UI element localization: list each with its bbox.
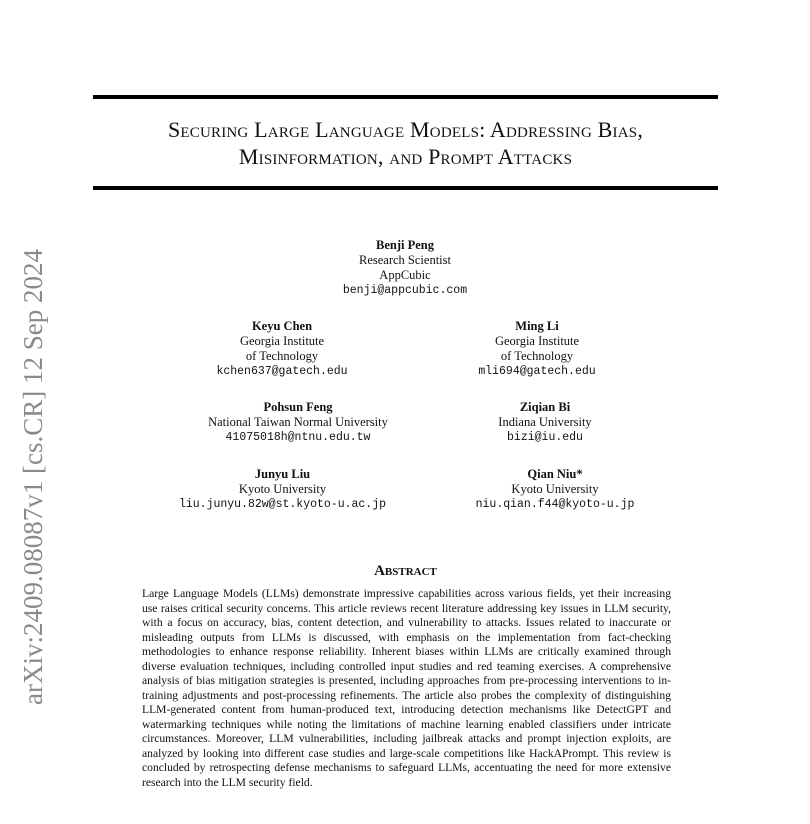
abstract-text: Large Language Models (LLMs) demonstrate impressive capabilities across various fields, yet their increasing use raises critical security concerns. This article reviews recent literature addressing key issues in LLM security, with a focus on accuracy, bias, content detection, and vulnerability to attacks. Issues related to inaccurate or misleading outputs from LLMs is discussed, with emphasis on the implementation from fact-checking methodologies to enhance response reliability. Inherent biases within LLMs are critically examined through diverse evaluation techniques, including controlled input studies and red teaming exercises. A comprehensive analysis of bias mitigation strategies is presented, including approaches from pre-processing interventions to in-training adjustments and post-processing refinements. The article also probes the complexity of distinguishing LLM-generated content from human-produced text, introducing detection mechanisms like DetectGPT and watermarking techniques while noting the limitations of machine learning enabled classifiers under intricate circumstances. Moreover, LLM vulnerabilities, including jailbreak attacks and prompt injection exploits, are analyzed by looking into different case studies and large-scale competitions like HackAPrompt. This review is concluded by retrospecting defense mechanisms to safeguard LLMs, accentuating the need for more extensive research into the LLM security field. xyxy=(142,587,671,789)
author-email: 41075018h@ntnu.edu.tw xyxy=(225,431,371,444)
author-affiliation: Kyoto University xyxy=(511,482,599,496)
title-rule-top xyxy=(93,95,718,99)
author-email: benji@appcubic.com xyxy=(342,284,468,297)
title-line-1: Securing Large Language Models: Addressing Bias, xyxy=(167,117,644,142)
author-block xyxy=(455,467,655,512)
author-affiliation: of Technology xyxy=(500,349,574,363)
author-name: Ziqian Bi xyxy=(519,400,571,414)
author-affiliation: of Technology xyxy=(245,349,319,363)
author-email: kchen637@gatech.edu xyxy=(216,365,348,378)
author-block xyxy=(172,319,392,379)
author-name: Benji Peng xyxy=(376,238,434,252)
author-affiliation: Georgia Institute xyxy=(239,334,325,348)
author-block xyxy=(172,400,424,445)
author-block xyxy=(427,319,647,379)
author-email: niu.qian.f44@kyoto-u.jp xyxy=(475,498,635,511)
author-affiliation: National Taiwan Normal University xyxy=(208,415,388,429)
author-name: Ming Li xyxy=(515,319,559,333)
author-affiliation: Research Scientist xyxy=(359,253,451,267)
author-name: Qian Niu* xyxy=(527,467,583,481)
author-block xyxy=(160,467,405,512)
author-name: Junyu Liu xyxy=(254,467,311,481)
arxiv-sidebar xyxy=(6,38,60,705)
author-affiliation: AppCubic xyxy=(379,268,431,282)
title-rule-bottom xyxy=(93,186,718,190)
author-name: Keyu Chen xyxy=(251,319,313,333)
paper-title xyxy=(93,116,718,170)
author-email: bizi@iu.edu xyxy=(507,431,583,444)
author-email: mli694@gatech.edu xyxy=(478,365,596,378)
author-affiliation: Indiana University xyxy=(498,415,592,429)
arxiv-identifier: arXiv:2409.08087v1 [cs.CR] 12 Sep 2024 xyxy=(18,249,48,705)
author-affiliation: Kyoto University xyxy=(238,482,327,496)
author-affiliation: Georgia Institute xyxy=(494,334,580,348)
abstract-heading: Abstract xyxy=(374,563,437,579)
title-line-2: Misinformation, and Prompt Attacks xyxy=(238,144,573,169)
author-block xyxy=(445,400,645,445)
author-block xyxy=(305,238,505,298)
author-email: liu.junyu.82w@st.kyoto-u.ac.jp xyxy=(178,498,387,511)
author-name: Pohsun Feng xyxy=(263,400,333,414)
